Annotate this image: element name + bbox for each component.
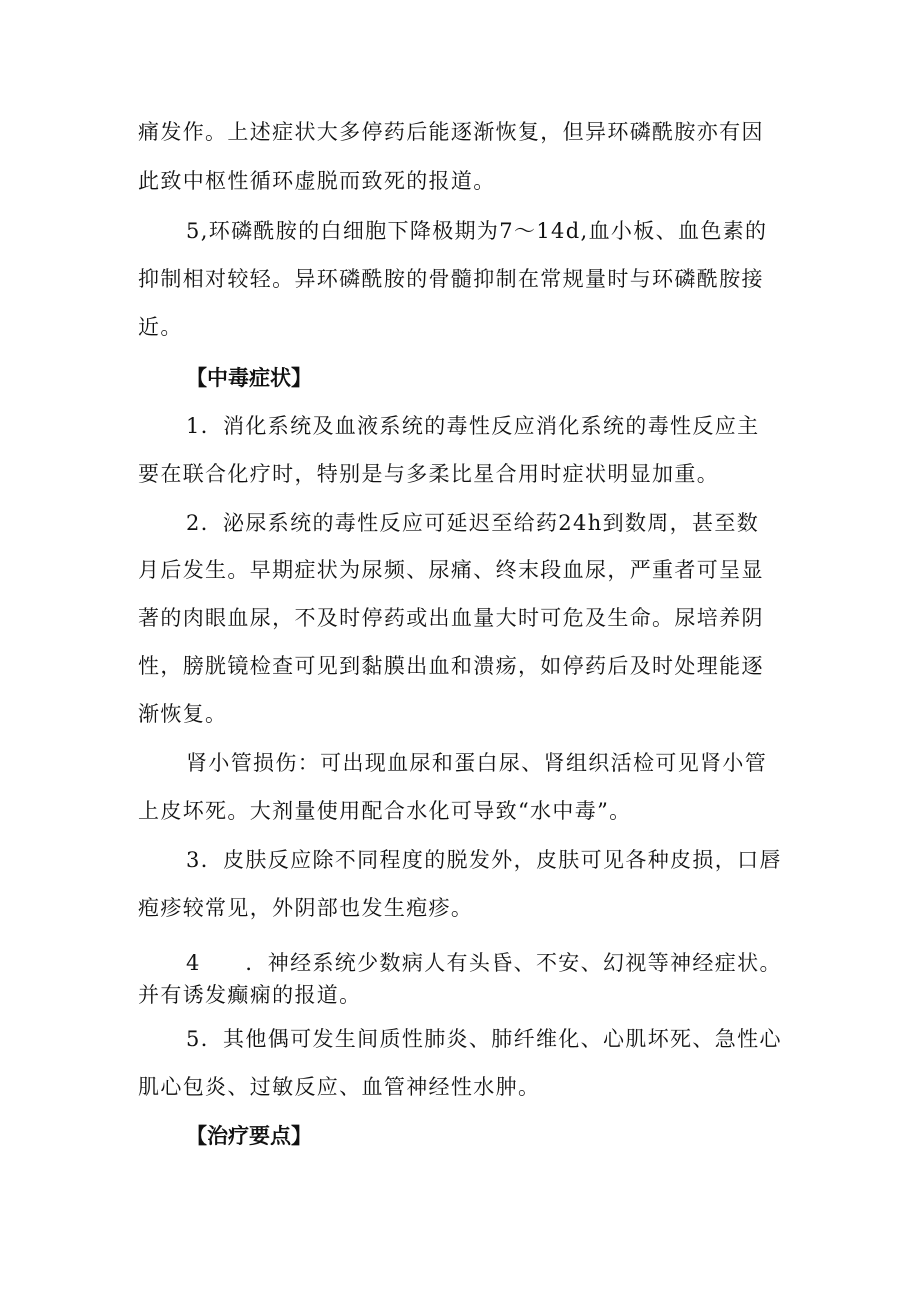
section-heading: 【中毒症状】 bbox=[186, 366, 312, 390]
paragraph-line: 肾小管损伤：可出现血尿和蛋白尿、肾组织活检可见肾小管 bbox=[186, 751, 768, 775]
paragraph-line: 肌心包炎、过敏反应、血管神经性水肿。 bbox=[138, 1075, 541, 1099]
paragraph-line: 月后发生。早期症状为尿频、尿痛、终末段血尿，严重者可呈显 bbox=[138, 558, 764, 582]
paragraph-line: 此致中枢性循环虚脱而致死的报道。 bbox=[138, 169, 496, 193]
section-heading: 【治疗要点】 bbox=[186, 1124, 312, 1148]
paragraph-line: 抑制相对较轻。异环磷酰胺的骨髓抑制在常规量时与环磷酰胺接 bbox=[138, 267, 764, 291]
paragraph-line: 渐恢复。 bbox=[138, 702, 228, 726]
paragraph-line: 著的肉眼血尿，不及时停药或出血量大时可危及生命。尿培养阴 bbox=[138, 606, 764, 630]
paragraph-line: 并有诱发癫痫的报道。 bbox=[138, 983, 362, 1007]
paragraph-line: 疱疹较常见，外阴部也发生疱疹。 bbox=[138, 896, 474, 920]
paragraph-line: 上皮坏死。大剂量使用配合水化可导致“水中毒”。 bbox=[138, 799, 632, 823]
paragraph-line: 近。 bbox=[138, 315, 183, 339]
paragraph-line: 要在联合化疗时，特别是与多柔比星合用时症状明显加重。 bbox=[138, 462, 720, 486]
paragraph-line: 2．泌尿系统的毒性反应可延迟至给药24h到数周，甚至数 bbox=[186, 511, 760, 535]
paragraph-line: 3．皮肤反应除不同程度的脱发外，皮肤可见各种皮损，口唇 bbox=[186, 848, 782, 872]
paragraph-line: 1．消化系统及血液系统的毒性反应消化系统的毒性反应主 bbox=[186, 414, 760, 438]
paragraph-line: 4 ．神经系统少数病人有头昏、不安、幻视等神经症状。 bbox=[186, 951, 782, 975]
paragraph-line: 性，膀胱镜检查可见到黏膜出血和溃疡，如停药后及时处理能逐 bbox=[138, 654, 764, 678]
paragraph-line: 5．其他偶可发生间质性肺炎、肺纤维化、心肌坏死、急性心 bbox=[186, 1027, 782, 1051]
paragraph-line: 痛发作。上述症状大多停药后能逐渐恢复，但异环磷酰胺亦有因 bbox=[138, 120, 764, 144]
paragraph-line: 5,环磷酰胺的白细胞下降极期为7～14d,血小板、血色素的 bbox=[186, 219, 768, 243]
